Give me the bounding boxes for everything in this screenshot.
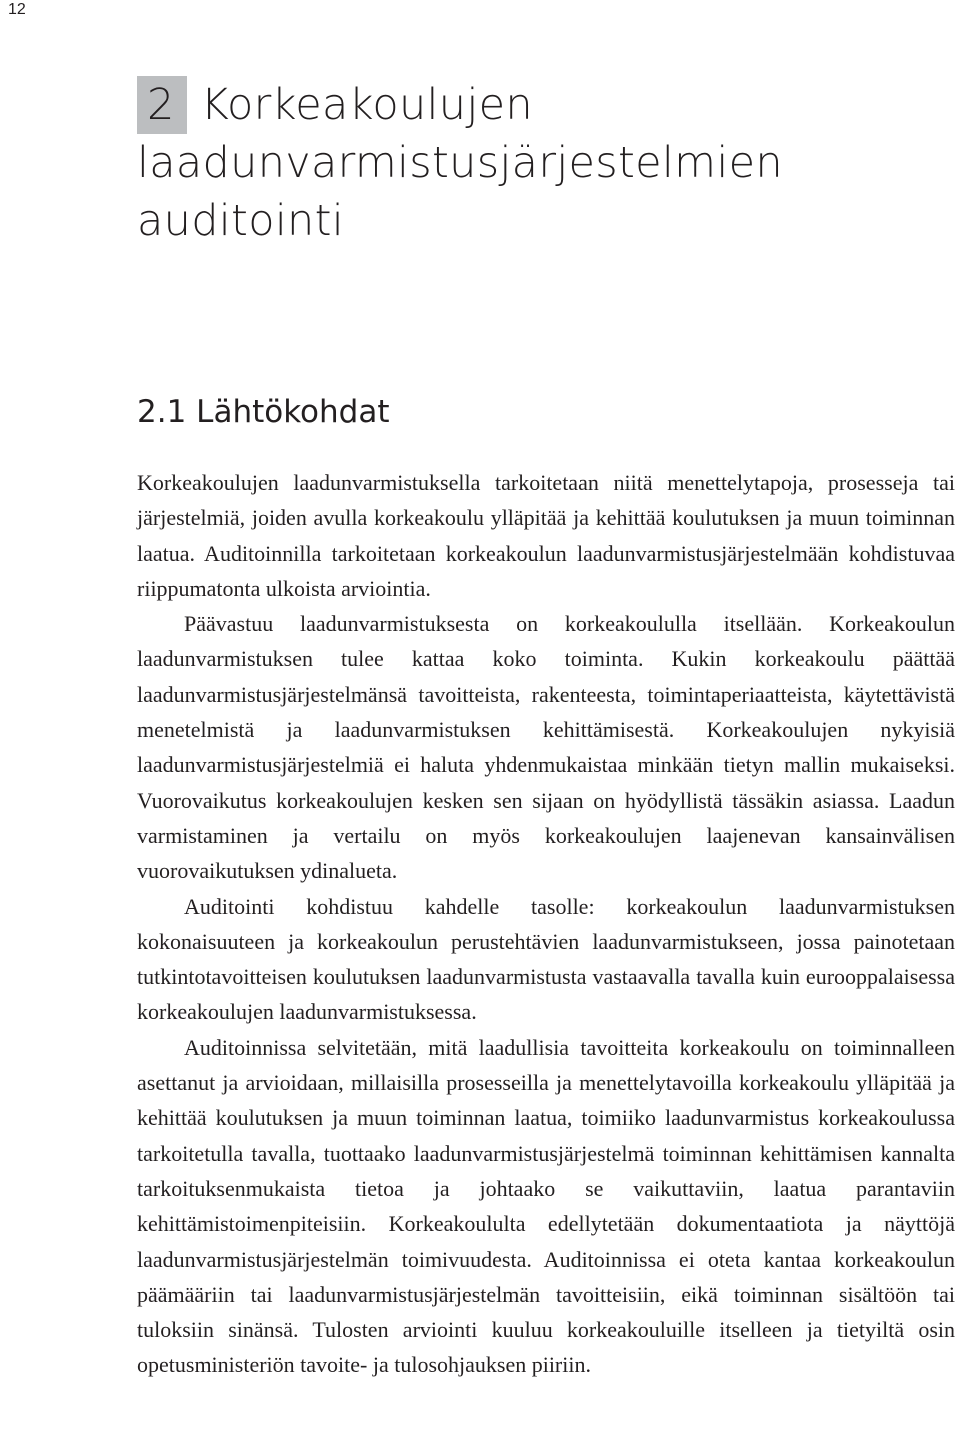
paragraph: Korkeakoulujen laadunvarmistuksella tarkoitetaan niitä menettelytapoja, prosesseja tai järjestelmiä, joiden avulla korkeakoulu ylläpitää ja kehittää koulutuksen ja muun toiminnan laatua. Auditoinnilla tarkoitetaan korkeakoulun laadunvarmistusjärjestelmään kohdistuvaa riippumatonta ulkoista arviointia. [137,470,955,601]
paragraph: Auditointi kohdistuu kahdelle tasolle: korkeakoulun laadunvarmistuksen kokonaisuuteen ja korkeakoulun perustehtävien laadunvarmistukseen, jossa painotetaan tutkintotavoitteisen koulutuksen laadunvarmistusta vastaavalla tavalla kuin eurooppalaisessa korkeakoulujen laadunvarmistuksessa. [137,893,955,1025]
body-text [137,465,955,1383]
paragraph: Päävastuu laadunvarmistuksesta on korkeakoululla itsellään. Korkeakoulun laadunvarmistuksen tulee kattaa koko toiminta. Kukin korkeakoulu päättää laadunvarmistusjärjestelmänsä tavoitteista, rakenteesta, toimintaperiaatteista, käytettävistä menetelmistä ja laadunvarmistuksen kehittämisestä. Korkeakoulujen nykyisiä laadunvarmistusjärjestelmiä ei haluta yhdenmukaistaa minkään tietyn mallin mukaiseksi. Vuorovaikutus korkeakoulujen kesken sen sijaan on hyödyllistä tässäkin asiassa. Laadun varmistaminen ja vertailu on myös korkeakoulujen laajenevan kansainvälisen vuorovaikutuksen ydinalueta. [137,611,955,884]
paragraph: Auditoinnissa selvitetään, mitä laadullisia tavoitteita korkeakoulu on toiminnalleen asettanut ja arvioidaan, millaisilla prosesseilla ja menettelytavoilla korkeakoulu ylläpitää ja kehittää koulutuksen ja muun toiminnan laatua, toimiiko laadunvarmistus korkeakoulussa tarkoitetulla tavalla, tuottaako laadunvarmistusjärjestelmä toiminnan kehittämisen kannalta tarkoituksenmukaista tietoa ja johtaako se vaikuttaviin, laatua parantaviin kehittämistoimenpiteisiin. Korkeakoululta edellytetään dokumentaatiota ja näyttöjä laadunvarmistusjärjestelmän toimivuudesta. Auditoinnissa ei oteta kantaa korkeakoulun päämääriin tai laadunvarmistusjärjestelmän tavoitteisiin, eikä toiminnan sisältöön tai tuloksiin sinänsä. Tulosten arviointi kuuluu korkeakouluille itselleen ja tietyiltä osin opetusministeriön tavoite- ja tulosohjauksen piiriin. [137,1034,955,1378]
chapter-title-text: Korkeakoulujen laadunvarmistusjärjestelmien auditointi [137,80,783,246]
section-title: Lähtökohdat [196,394,390,430]
section-number: 2.1 [137,394,187,430]
chapter-title [137,76,917,250]
chapter-number: 2 [137,76,187,134]
page-number: 12 [8,1,26,18]
section-heading [137,390,390,434]
